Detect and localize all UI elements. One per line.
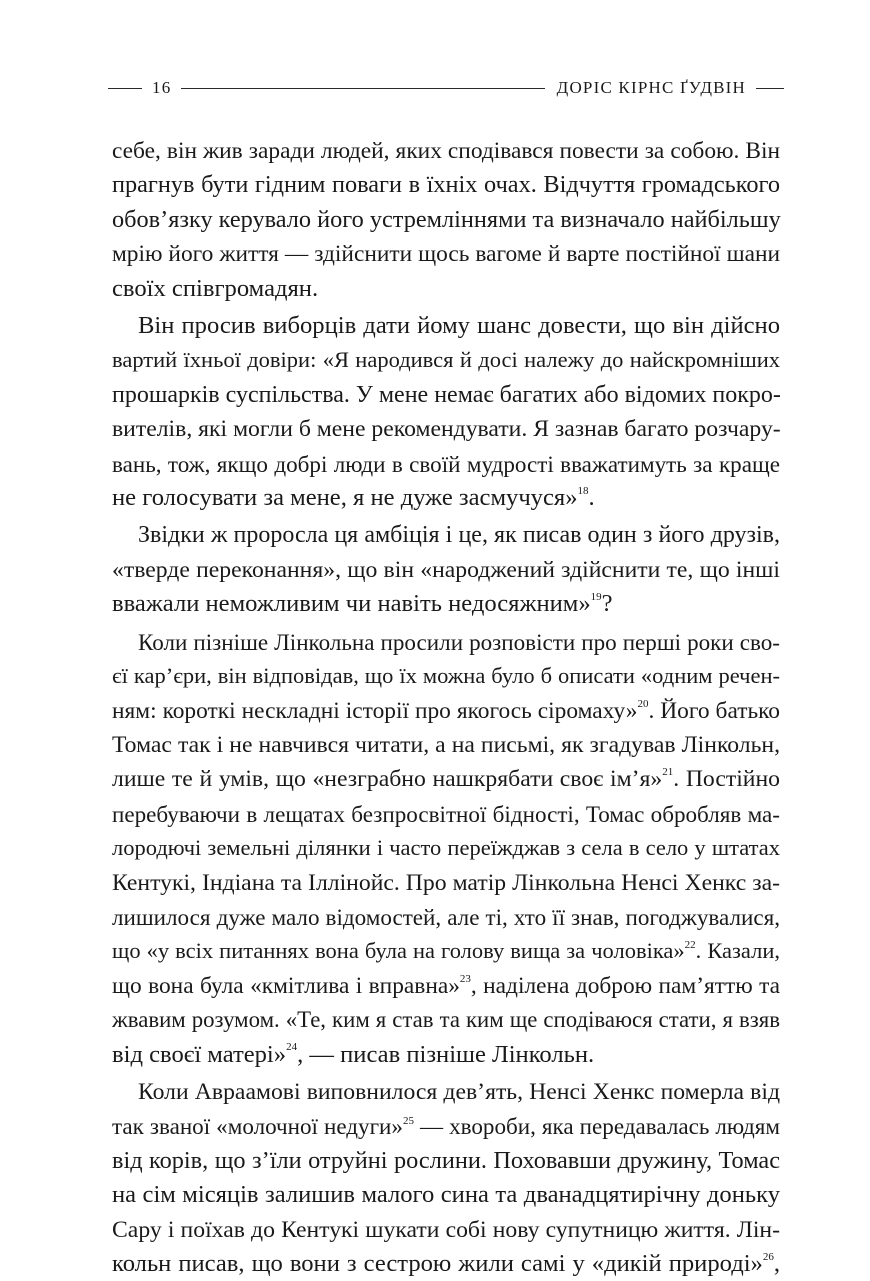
text-line: вартий їхньої довіри: «Я народився й досі належу до найскромніших <box>112 347 780 373</box>
text-line: Звідки ж проросла ця амбіція і це, як писав один з його друзів, <box>138 522 780 549</box>
text-line <box>112 762 780 796</box>
body-text <box>112 134 780 1281</box>
paragraph-1 <box>112 134 780 306</box>
text-line: прошарків суспільства. У мене немає багатих або відомих покро- <box>112 381 781 408</box>
page-number: 16 <box>152 78 172 97</box>
text-segment: — хвороби, яка передавалась людям <box>413 1113 780 1140</box>
footnote-ref: 22 <box>684 938 696 951</box>
text-segment: що «у всіх питаннях вона була на голову вища за чоловіка» <box>112 938 685 964</box>
text-segment: від своєї матері» <box>112 1040 287 1068</box>
text-segment: . Постійно <box>673 766 780 793</box>
header-rule-right <box>756 88 784 89</box>
footnote-ref: 25 <box>402 1114 414 1127</box>
text-segment: що вона була «кмітлива і вправна» <box>112 972 460 999</box>
paragraph-4 <box>112 625 780 1072</box>
text-line: перебуваючи в лещатах безпросвітної бідності, Томас обробляв ма- <box>112 800 780 827</box>
header-rule-left <box>108 88 142 89</box>
text-line: Коли пізніше Лінкольна просили розповісти про перші роки сво- <box>138 628 780 655</box>
text-line: вань, тож, якщо добрі люди в своїй мудрості вважатимуть за краще <box>112 450 780 477</box>
text-line: Сару і поїхав до Кентукі шукати собі нову супутницю життя. Лін- <box>112 1216 780 1243</box>
paragraph-2 <box>112 309 780 515</box>
text-line: Коли Авраамові виповнилося дев’ять, Ненсі Хенкс померла від <box>138 1078 780 1105</box>
text-line: лородючі земельні ділянки і часто переїжджав з села в село у штатах <box>112 835 780 861</box>
text-segment: вважали неможливим чи навіть недосяжним» <box>112 590 591 618</box>
text-segment: ? <box>601 590 613 618</box>
text-line: «тверде переконання», що він «народжений здійснити те, що інші <box>112 556 780 583</box>
text-line: жвавим розумом. «Те, ким я став та ким ще сподіваюся стати, я взяв <box>112 1007 780 1033</box>
text-line <box>112 587 780 621</box>
text-line: лишилося дуже мало відомостей, але ті, хто її знав, погоджувалися, <box>112 903 780 930</box>
paragraph-5 <box>112 1075 780 1281</box>
footnote-ref: 21 <box>662 766 674 779</box>
footnote-ref: 26 <box>762 1250 774 1263</box>
text-segment: , наділена доброю пам’яттю та <box>470 972 780 999</box>
footnote-ref: 24 <box>286 1041 298 1054</box>
footnote-ref: 18 <box>577 484 589 497</box>
text-line: прагнув бути гідним поваги в їхніх очах. Відчуття громадського <box>112 171 780 199</box>
text-segment: . <box>588 484 595 512</box>
author-name: ДОРІС КІРНС ҐУДВІН <box>556 78 746 97</box>
text-line: на сім місяців залишив малого сина та дванадцятирічну доньку <box>112 1181 780 1209</box>
text-line: від корів, що з’їли отруйні рослини. Поховавши дружину, Томас <box>112 1146 780 1174</box>
text-segment: . Казали, <box>695 938 781 964</box>
running-head <box>108 76 784 100</box>
text-line: Він просив виборців дати йому шанс довести, що він дійсно <box>138 312 780 340</box>
text-line: вителів, які могли б мене рекомендувати. Я зазнав багато розчару- <box>112 416 781 443</box>
text-line <box>112 1247 780 1281</box>
text-line: себе, він жив заради людей, яких сподівався повести за собою. Він <box>112 138 780 164</box>
text-segment: лише те й умів, що «незграбно нашкрябати своє ім’я» <box>112 766 663 793</box>
text-segment: так званої «молочної недуги» <box>112 1113 403 1140</box>
footnote-ref: 20 <box>637 697 649 710</box>
text-line <box>112 969 780 1003</box>
text-segment: , — писав пізніше Лінкольн. <box>297 1040 595 1068</box>
text-line: Кентукі, Індіана та Іллінойс. Про матір Лінкольна Ненсі Хенкс за- <box>112 869 780 896</box>
text-line <box>112 934 780 968</box>
text-segment: ням: короткі нескладні історії про якогось сіромаху» <box>112 697 638 724</box>
text-line <box>112 1109 780 1143</box>
text-segment: кольн писав, що вони з сестрою жили самі у «дикій природі» <box>112 1250 763 1277</box>
text-line <box>112 481 780 515</box>
text-line: Томас так і не навчився читати, а на письмі, як згадував Лінкольн, <box>112 731 780 758</box>
footnote-ref: 23 <box>459 972 471 985</box>
text-segment: не голосувати за мене, я не дуже засмучуся» <box>112 484 578 512</box>
header-rule-middle <box>181 88 544 89</box>
text-line: своїх співгромадян. <box>112 274 319 302</box>
text-line: єї кар’єри, він відповідав, що їх можна було б описати «одним речен- <box>112 663 780 689</box>
text-line <box>112 1038 780 1072</box>
paragraph-3 <box>112 518 780 621</box>
text-line: обов’язку керувало його устремліннями та визначало найбільшу <box>112 205 781 233</box>
text-segment: , <box>773 1250 780 1277</box>
text-line <box>112 694 780 728</box>
text-segment: . Його батько <box>648 697 780 724</box>
footnote-ref: 19 <box>590 591 602 604</box>
text-line: мрію його життя — здійснити щось вагоме й варте постійної шани <box>112 241 780 268</box>
